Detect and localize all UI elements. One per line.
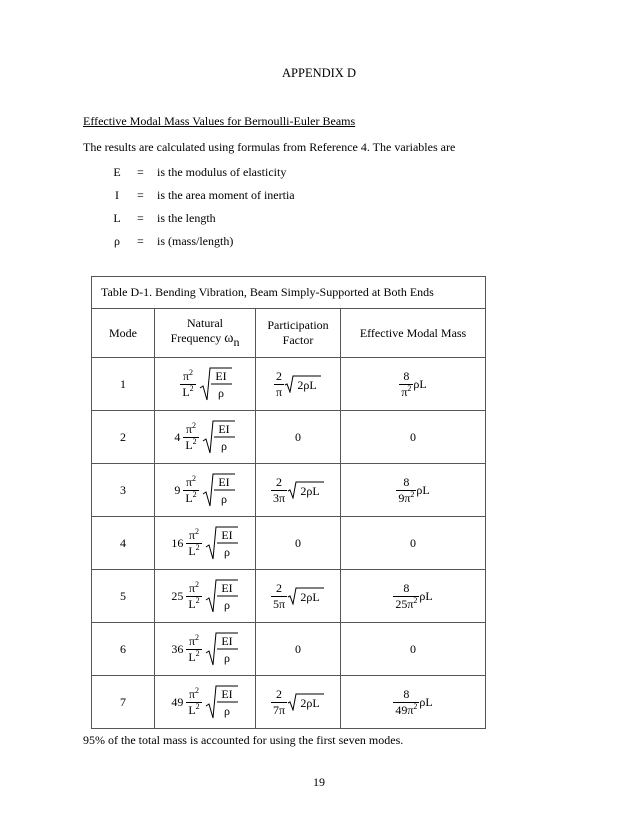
- effective-mass-fraction: $\frac{8}{25\pi^2}$: [395, 580, 418, 611]
- svg-text:2ρL: 2ρL: [300, 590, 320, 604]
- participation-factor-cell: [256, 570, 341, 623]
- variable-equals: =: [137, 165, 144, 179]
- square-root: [205, 631, 239, 667]
- section-subtitle: Effective Modal Mass Values for Bernoulli-Euler Beams: [83, 114, 356, 128]
- frequency-coefficient: 9: [174, 482, 181, 497]
- square-root: [287, 693, 325, 711]
- effective-mass-value: 0: [410, 641, 417, 656]
- header-natural-frequency: [155, 309, 256, 358]
- effective-mass-cell: [341, 358, 486, 411]
- ei-text: EI: [215, 369, 227, 383]
- table-row: [92, 358, 486, 411]
- footnote: 95% of the total mass is accounted for using the first seven modes.: [83, 733, 404, 747]
- participation-factor-cell: [256, 623, 341, 676]
- table-header-row: [92, 309, 486, 358]
- square-root: [284, 375, 322, 393]
- table-row: [92, 517, 486, 570]
- frequency-coefficient: 4: [174, 429, 181, 444]
- effective-mass-cell: [341, 517, 486, 570]
- rho-text: ρ: [220, 492, 227, 506]
- svg-text:2ρL: 2ρL: [300, 484, 320, 498]
- header-pf-line1: Participation: [267, 318, 329, 332]
- participation-fraction: $\frac{2}{7\pi}$: [272, 686, 286, 717]
- header-freq-line1: Natural: [187, 316, 223, 330]
- svg-text:2ρL: 2ρL: [297, 378, 317, 392]
- mode-cell: [92, 358, 155, 411]
- ei-text: EI: [221, 581, 233, 595]
- ei-text: EI: [218, 422, 230, 436]
- omega-subscript: n: [233, 335, 240, 349]
- header-pf-line2: Factor: [282, 333, 314, 347]
- rho-text: ρ: [223, 651, 230, 665]
- mode-cell: [92, 676, 155, 729]
- table-caption: Table D-1. Bending Vibration, Beam Simply-Supported at Both Ends: [92, 277, 486, 309]
- appendix-heading: APPENDIX D: [282, 66, 356, 80]
- length-symbol: L: [185, 437, 193, 452]
- frequency-cell: [155, 411, 256, 464]
- rho-text: ρ: [223, 545, 230, 559]
- rho-text: ρ: [217, 386, 224, 400]
- variable-symbol: ρ: [114, 234, 120, 248]
- rho-text: ρ: [223, 598, 230, 612]
- mode-cell: [92, 623, 155, 676]
- exponent: 2: [192, 420, 197, 430]
- participation-factor-value: 0: [295, 429, 301, 444]
- participation-factor-value: 0: [295, 641, 301, 656]
- mode-number: 4: [120, 535, 126, 550]
- length-symbol: L: [188, 702, 196, 717]
- frequency-coefficient: 25: [171, 588, 184, 603]
- variable-symbol: I: [115, 188, 119, 202]
- participation-factor-cell: [256, 676, 341, 729]
- table-row: [92, 464, 486, 517]
- variable-equals: =: [137, 211, 144, 225]
- ei-text: EI: [221, 687, 233, 701]
- pi-over-l-squared-fraction: [186, 634, 201, 665]
- pi-symbol: π: [188, 527, 196, 542]
- rho-l-text: ρL: [413, 376, 427, 391]
- exponent: 2: [195, 685, 200, 695]
- square-root: [202, 472, 236, 508]
- ei-text: EI: [221, 528, 233, 542]
- rho-l-text: ρL: [419, 694, 433, 709]
- variable-description: is the length: [157, 211, 216, 225]
- rho-text: ρ: [220, 439, 227, 453]
- frequency-coefficient: 36: [171, 641, 184, 656]
- exponent: 2: [192, 489, 197, 499]
- rho-l-text: ρL: [416, 482, 430, 497]
- exponent: 2: [195, 595, 200, 605]
- table-row: [92, 676, 486, 729]
- mode-number: 7: [120, 694, 126, 709]
- pi-over-l-squared-fraction: [183, 422, 198, 453]
- ei-text: EI: [221, 634, 233, 648]
- exponent: 2: [195, 542, 200, 552]
- exponent: 2: [195, 648, 200, 658]
- square-root: [205, 525, 239, 561]
- table-row: [92, 411, 486, 464]
- pi-over-l-squared-fraction: [183, 475, 198, 506]
- intro-paragraph: The results are calculated using formulas from Reference 4. The variables are: [83, 140, 456, 154]
- exponent: 2: [189, 383, 194, 393]
- frequency-cell: [155, 358, 256, 411]
- length-symbol: L: [185, 490, 193, 505]
- header-effective-modal-mass: Effective Modal Mass: [341, 309, 486, 358]
- participation-fraction: $\frac{2}{\pi}$: [275, 368, 283, 399]
- effective-mass-value: 0: [410, 535, 417, 550]
- square-root: [205, 578, 239, 614]
- rho-text: ρ: [223, 704, 230, 718]
- variable-equals: =: [137, 234, 144, 248]
- ei-text: EI: [218, 475, 230, 489]
- frequency-cell: [155, 464, 256, 517]
- pi-over-l-squared-fraction: [186, 528, 201, 559]
- pi-symbol: π: [188, 580, 196, 595]
- length-symbol: L: [188, 596, 196, 611]
- square-root: [202, 419, 236, 455]
- mode-number: 5: [120, 588, 126, 603]
- header-participation-factor: [256, 309, 341, 358]
- length-symbol: L: [182, 384, 190, 399]
- frequency-cell: [155, 623, 256, 676]
- frequency-cell: [155, 676, 256, 729]
- exponent: 2: [192, 473, 197, 483]
- participation-fraction: $\frac{2}{5\pi}$: [272, 580, 286, 611]
- exponent: 2: [195, 579, 200, 589]
- pi-symbol: π: [188, 633, 196, 648]
- frequency-coefficient: 49: [171, 694, 184, 709]
- effective-mass-cell: [341, 623, 486, 676]
- square-root: [287, 481, 325, 499]
- exponent: 2: [195, 632, 200, 642]
- participation-factor-cell: [256, 464, 341, 517]
- variable-description: is (mass/length): [157, 234, 234, 248]
- effective-mass-value: 0: [410, 429, 417, 444]
- pi-symbol: π: [188, 686, 196, 701]
- header-freq-line2: Frequency: [170, 331, 222, 345]
- effective-mass-fraction: $\frac{8}{9\pi^2}$: [398, 474, 415, 505]
- participation-factor-cell: [256, 358, 341, 411]
- effective-mass-fraction: $\frac{8}{49\pi^2}$: [395, 686, 418, 717]
- variable-description: is the modulus of elasticity: [157, 165, 287, 179]
- mode-number: 6: [120, 641, 126, 656]
- pi-symbol: π: [182, 368, 190, 383]
- table-body: [92, 358, 486, 729]
- svg-text:2ρL: 2ρL: [300, 696, 320, 710]
- mode-cell: [92, 411, 155, 464]
- exponent: 2: [189, 367, 194, 377]
- exponent: 2: [192, 436, 197, 446]
- participation-factor-cell: [256, 517, 341, 570]
- variable-equals: =: [137, 188, 144, 202]
- mode-number: 2: [120, 429, 126, 444]
- effective-mass-cell: [341, 570, 486, 623]
- square-root: [287, 587, 325, 605]
- mode-number: 1: [120, 376, 126, 391]
- pi-over-l-squared-fraction: [186, 581, 201, 612]
- variable-description: is the area moment of inertia: [157, 188, 295, 202]
- participation-fraction: $\frac{2}{3\pi}$: [272, 474, 286, 505]
- header-mode: Mode: [92, 309, 155, 358]
- mode-number: 3: [120, 482, 126, 497]
- square-root: [199, 366, 233, 402]
- frequency-coefficient: 16: [171, 535, 184, 550]
- exponent: 2: [195, 701, 200, 711]
- frequency-cell: [155, 570, 256, 623]
- effective-mass-cell: [341, 464, 486, 517]
- effective-mass-fraction: $\frac{8}{\pi^2}$: [401, 368, 412, 399]
- pi-symbol: π: [185, 421, 193, 436]
- frequency-cell: [155, 517, 256, 570]
- effective-mass-cell: [341, 676, 486, 729]
- mode-cell: [92, 464, 155, 517]
- mode-cell: [92, 517, 155, 570]
- length-symbol: L: [188, 543, 196, 558]
- participation-factor-cell: [256, 411, 341, 464]
- page-number: 19: [313, 775, 325, 789]
- pi-over-l-squared-fraction: [186, 687, 201, 718]
- variable-symbol: E: [113, 165, 121, 179]
- effective-mass-cell: [341, 411, 486, 464]
- length-symbol: L: [188, 649, 196, 664]
- rho-l-text: ρL: [419, 588, 433, 603]
- table-row: [92, 623, 486, 676]
- variable-symbol: L: [113, 211, 121, 225]
- exponent: 2: [195, 526, 200, 536]
- pi-symbol: π: [185, 474, 193, 489]
- participation-factor-value: 0: [295, 535, 301, 550]
- table-row: [92, 570, 486, 623]
- omega-symbol: ω: [224, 331, 234, 346]
- square-root: [205, 684, 239, 720]
- modal-mass-table: [91, 276, 486, 729]
- pi-over-l-squared-fraction: [180, 369, 195, 400]
- mode-cell: [92, 570, 155, 623]
